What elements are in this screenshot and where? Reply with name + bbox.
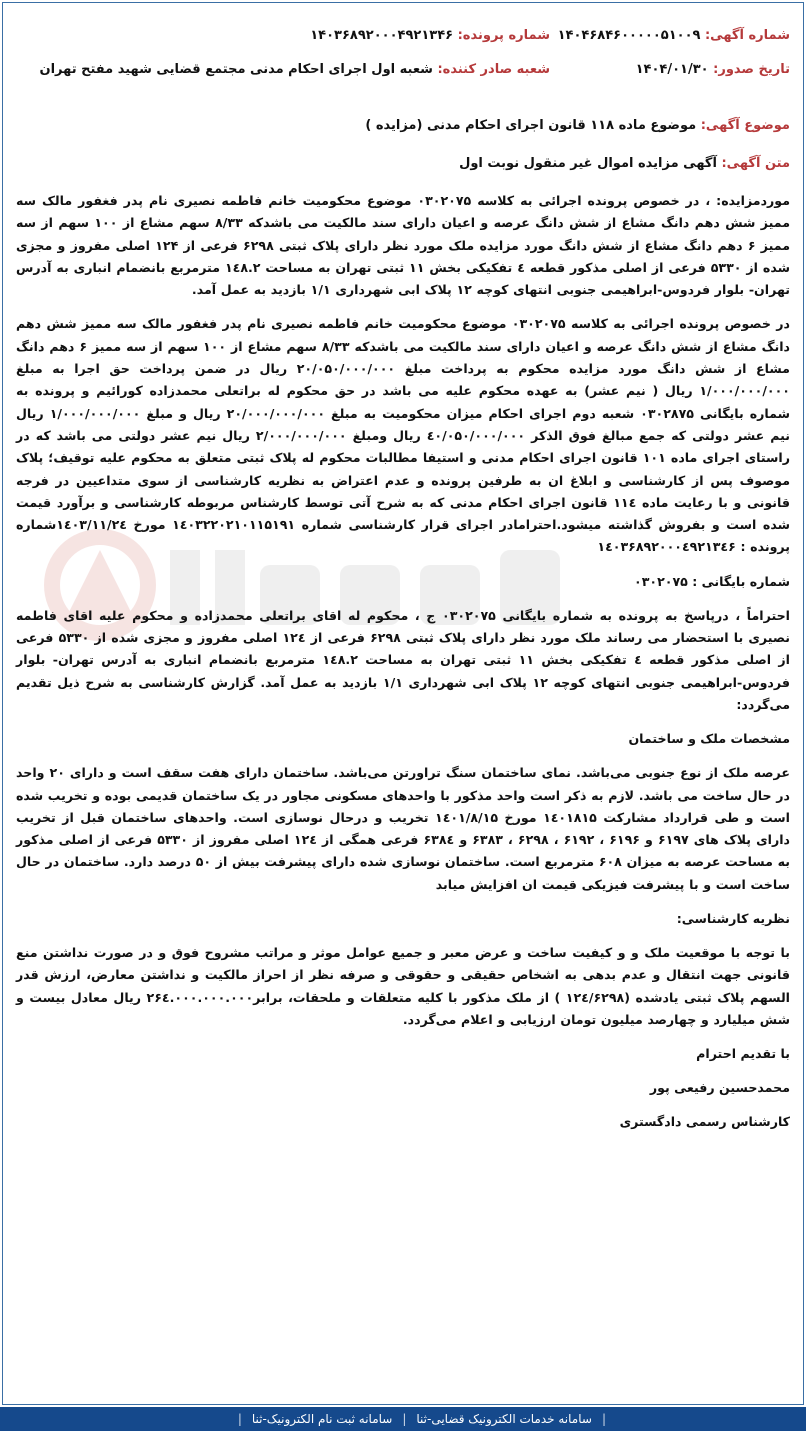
issuing-branch: شعبه صادر کننده: شعبه اول اجرای احکام مدنی مجتمع قضایی شهید مفتح تهران xyxy=(39,62,550,77)
notice-document xyxy=(16,28,790,1133)
archive-number: شماره بایگانی : ۰۳۰۲۰۷۵ xyxy=(634,573,790,589)
header-row-2 xyxy=(16,62,790,96)
notice-subject: موضوع آگهی: موضوع ماده ۱۱۸ قانون اجرای احکام مدنی (مزایده ) xyxy=(365,118,790,133)
notice-number: شماره آگهی: ۱۴۰۴۶۸۴۶۰۰۰۰۰۵۱۰۰۹ xyxy=(557,28,790,43)
specs-heading: مشخصات ملک و ساختمان xyxy=(628,731,790,747)
footer-bar: | سامانه خدمات الکترونیک قضایی-ثنا | سامانه ثبت نام الکترونیک-ثنا | xyxy=(0,1407,806,1431)
header-row-1 xyxy=(16,28,790,62)
signer-title: کارشناس رسمی دادگستری xyxy=(619,1114,790,1130)
expert-opinion-paragraph: با توجه با موقعیت ملک و و کیفیت ساخت و عرض معبر و جمیع عوامل موثر و مراتب مشروح فوق و در صورت نداشتن منع قانونی جهت انتقال و عدم بدهی به اشخاص حقیقی و حقوقی و صرفه نظر از احراز مالکیت و نداشتن معارض، ارزش قدر السهم پلاک ثبتی یادشده (۱۲٤/۶۲۹۸ ) از ملک مذکور با کلیه متعلقات و ملحقات، برابر۲۶٤.۰۰۰.۰۰۰.۰۰۰ ریال معادل بیست و شش میلیارد و چهارصد میلیون تومان ارزیابی و اعلام می‌گردد. xyxy=(16,945,790,1027)
case-number: شماره پرونده: ۱۴۰۳۶۸۹۲۰۰۰۴۹۲۱۳۴۶ xyxy=(310,28,550,43)
report-intro-paragraph: احتراماً ، درپاسخ به پرونده به شماره بایگانی ۰۳۰۲۰۷۵ ج ، محکوم له اقای براتعلی محمدزاده و محکوم علیه اقای فاطمه نصیری با استحضار می رساند ملک مورد نظر دارای پلاک ثبتی ۶۲۹۸ فرعی از ۱۲٤ اصلی مفروز و مجزی شده از ۵۳۳۰ فرعی از اصلی مذکور قطعه ٤ تفکیکی بخش ۱۱ ثبتی تهران به مساحت ۱٤۸.۲ مترمربع بانضمام انباری به آدرس تهران- بلوار فردوس-ابراهیمی جنوبی انتهای کوچه ۱۲ پلاک ابی شهرداری ۱/۱ بازدید به عمل آمد. گزارش کارشناسی به شرح ذیل تقدیم می‌گردد: xyxy=(16,607,791,712)
closing-line: با تقدیم احترام xyxy=(696,1046,790,1062)
building-specs-paragraph: عرصه ملک از نوع جنوبی می‌باشد. نمای ساختمان سنگ تراورتن می‌باشد. ساختمان دارای هفت سقف است و دارای ۲۰ واحد در حال ساخت می باشد. لازم به ذکر است واحد مذکور با واحدهای مسکونی مجاور در یک ساختمان قدیمی بوده و تخریب شده است و طی قرارداد مشارکت ۱٤۰۱۸۱۵ مورخ ۱٤۰۱/۸/۱۵ تخریب و درحال نوسازی است. واحدهای ساختمان قبل از تخریب دارای پلاک های ۶۱۹۷ و ۶۱۹۶ ، ۶۱۹۲ ، ۶۲۹۸ ، ۶۳۸۳ و ۶۳۸٤ فرعی همگی از ۱۲٤ اصلی مفروز از ۵۳۳۰ فرعی از اصلی مذکور به مساحت عرصه به میزان ۶۰۸ مترمربع است. ساختمان نوسازی شده دارای پیشرفت بیش از ۵۰ درصد دارد. ساختمان در حال ساخت است و با پیشرفت فیزیکی قیمت ان افزایش میابد xyxy=(16,765,790,892)
footer-link-sana-services[interactable]: سامانه خدمات الکترونیک قضایی-ثنا xyxy=(416,1412,592,1426)
signer-name: محمدحسین رفیعی پور xyxy=(649,1080,790,1096)
footer-link-sana-registration[interactable]: سامانه ثبت نام الکترونیک-ثنا xyxy=(251,1412,393,1426)
notice-text-title: متن آگهی: آگهی مزایده اموال غیر منقول نوبت اول xyxy=(459,156,790,171)
opinion-heading: نظریه کارشناسی: xyxy=(676,911,790,927)
auction-item-paragraph: موردمزایده: ، در خصوص پرونده اجرائی به کلاسه ۰۳۰۲۰۷۵ موضوع محکومیت خانم فاطمه نصیری نام پدر فغفور مالک سه ممیز شش دهم دانگ مشاع از شش دانگ عرصه و اعیان دارای سند مالکیت می باشدکه ۸/۳۳ سهم مشاع از ۱۰۰ سهم از سه ممیز ۶ دهم دانگ مشاع از شش دانگ مورد مزایده ملک مورد نظر دارای پلاک ثبتی ۶۲۹۸ فرعی از ۱۲۴ اصلی مفروز و مجزی شده از ۵۳۳۰ فرعی از اصلی مذکور قطعه ٤ تفکیکی بخش ۱۱ ثبتی تهران به مساحت ۱٤۸.۲ مترمربع بانضمام انباری به آدرس تهران- بلوار فردوس-ابراهیمی جنوبی انتهای کوچه ۱۲ پلاک ابی شهرداری ۱/۱ بازدید به عمل آمد. xyxy=(16,193,791,298)
issue-date: تاریخ صدور: ۱۴۰۴/۰۱/۳۰ xyxy=(635,62,790,77)
case-details-paragraph: در خصوص پرونده اجرائی به کلاسه ۰۳۰۲۰۷۵ موضوع محکومیت خانم فاطمه نصیری نام پدر فغفور مالک سه ممیز شش دهم دانگ مشاع از شش دانگ عرصه و اعیان دارای سند مالکیت می باشدکه ۸/۳۳ سهم مشاع از ۱۰۰ سهم از سه ممیز ۶ دهم دانگ مشاع از شش دانگ مورد مزایده محکوم به پرداخت مبلغ ۲۰/۰۵۰/۰۰۰/۰۰۰ ریال در ضمن پرداخت حق اجرا به مبلغ ۱/۰۰۰/۰۰۰/۰۰۰ ریال ( نیم عشر) به عهده محکوم علیه می باشد در حق محکوم له براتعلی محمدزاده کورائیم و پرونده به شماره بایگانی ۰۳۰۲۸۷۵ شعبه دوم اجرای احکام میزان محکومیت به مبلغ ۲۰/۰۰۰/۰۰۰/۰۰۰ ریال و مبلغ ۱/۰۰۰/۰۰۰/۰۰۰ ریال نیم عشر دولتی که جمع مبالغ فوق الذکر ٤۰/۰۵۰/۰۰۰/۰۰۰ ریال ومبلغ ۲/۰۰۰/۰۰۰/۰۰۰ ریال نیم عشر دولتی می باشد که در راستای اجرای ماده ۱۰۱ قانون اجرای احکام مدنی و استیفا مطالبات محکوم له پلاک ثبتی متعلق به محکوم علیه توقیف؛ پلاک موصوف پس از کارشناسی و ابلاغ ان به طرفین پرونده و عدم اعتراض به نظریه کارشناسی از سوی متداعیین در فرجه قانونی و با رعایت ماده ۱۱٤ قانون اجرای احکام مدنی که به شرح آتی توسط کارشناس مربوطه کارشناسی و برآورد قیمت شده است و بفروش گذاشته میشود.احترامادر اجرای قرار کارشناسی شماره ۱٤۰۳۲۲۰۲۱۰۱۱۵۱۹۱ مورخ ۱٤۰۳/۱۱/۲٤شماره پرونده : ۱٤۰۳۶۸۹۲۰۰۰٤۹۲۱۳٤۶ xyxy=(16,316,791,555)
